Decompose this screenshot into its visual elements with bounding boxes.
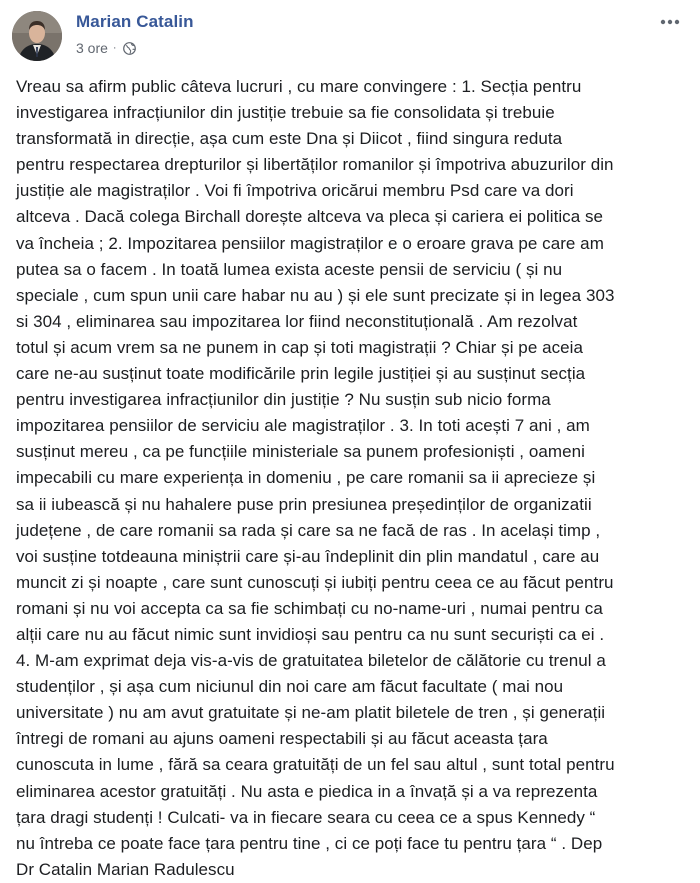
- post-text-line: universitate ) nu am avut gratuitate și ne-am platit biletele de tren , și generații: [16, 703, 606, 723]
- post-text-line: romani și nu voi accepta ca sa fie schimbați cu no-name-uri , numai pentru ca: [16, 598, 603, 618]
- post-meta: [76, 40, 136, 56]
- author-name[interactable]: Marian Catalin: [76, 12, 194, 31]
- post-text-line: speciale , cum spun unii care habar nu au ) și ele sunt precizate și in legea 303: [16, 285, 615, 305]
- post-text-line: pentru respectarea drepturilor și libertăților romanilor și împotriva abuzurilor din: [16, 155, 614, 175]
- post-text-line: si 304 , eliminarea sau impozitarea lor fiind neconstituțională . Am rezolvat: [16, 311, 578, 331]
- post-text-line: transformată in direcție, așa cum este Dna și Diicot , fiind singura reduta: [16, 129, 563, 149]
- post-text-line: 4. M-am exprimat deja vis-a-vis de gratuitatea biletelor de călătorie cu trenul a: [16, 651, 606, 671]
- post-text-line: nu întreba ce poate face țara pentru tine , ci ce poți face tu pentru țara “ . Dep: [16, 833, 603, 853]
- post-text-line: țara dragi studenți ! Culcati- va in fiecare seara cu ceea ce a spus Kennedy “: [16, 807, 596, 827]
- post-header: [0, 0, 700, 70]
- post-text-line: justiție ale magistraților . Voi fi împotriva oricărui membru Psd care va dori: [16, 181, 574, 201]
- post-text-line: pentru investigarea infracțiunilor din justiție ? Nu susțin sub nicio forma: [16, 390, 551, 410]
- post-text-line: altceva . Dacă colega Birchall dorește altceva va pleca și cariera ei politica se: [16, 207, 604, 227]
- post-text-line: sa ii iubească și nu hahalere puse prin presiunea președinților de organizatii: [16, 494, 592, 514]
- post-text-line: județene , de care romanii sa rada și care sa ne facă de ras . In același timp ,: [16, 520, 601, 540]
- meta-separator: ·: [112, 42, 117, 54]
- post-text-line: putea sa o facem . In toată lumea exista aceste pensii de serviciu ( și nu: [16, 259, 563, 279]
- post-timestamp[interactable]: 3 ore: [76, 40, 108, 56]
- post-text-line: muncit zi și noapte , care sunt cunoscuți și iubiți pentru ceea ce au făcut pentru: [16, 572, 614, 592]
- globe-icon[interactable]: [123, 42, 136, 55]
- post-text-line: cunoscuta in lume , fără sa ceara gratuități de un fel sau altul , sunt total pentru: [16, 755, 615, 775]
- post-text-line: care ne-au susținut toate modificările prin legile justiției și au susținut secția: [16, 364, 586, 384]
- post-text-line: susținut mereu , ca pe funcțiile ministeriale sa punem profesioniști , oameni: [16, 442, 585, 462]
- post-text-line: voi susține totdeauna miniștrii care și-au îndeplinit din plin mandatul , care au: [16, 546, 600, 566]
- post-text-line: studenților , și așa cum niciunul din noi care am făcut facultate ( mai nou: [16, 677, 564, 697]
- post-text-line: impecabili cu mare experiența in domeniu , pe care romanii sa ii aprecieze și: [16, 468, 596, 488]
- post-text-line: va încheia ; 2. Impozitarea pensiilor magistraților e o eroare grava pe care am: [16, 233, 604, 253]
- post-text-line: Dr Catalin Marian Radulescu: [16, 859, 235, 879]
- post-text-line: întregi de romani au ajuns oameni respectabili și au făcut aceasta țara: [16, 729, 548, 749]
- post-body: [16, 74, 692, 883]
- post-text-line: eliminarea acestor gratuități . Nu asta e piedica in a învață și a va reprezenta: [16, 781, 598, 801]
- profile-photo: [12, 11, 62, 61]
- author-avatar[interactable]: [12, 11, 62, 61]
- post-text-line: Vreau sa afirm public câteva lucruri , cu mare convingere : 1. Secția pentru: [16, 77, 582, 96]
- post-text-line: impozitarea pensiilor de serviciu ale magistraților . 3. In toti acești 7 ani , am: [16, 416, 590, 436]
- post-text-line: investigarea infracțiunilor din justiție trebuie sa fie consolidata și trebuie: [16, 103, 555, 123]
- more-horizontal-icon: [660, 19, 680, 25]
- more-options-button[interactable]: [658, 10, 682, 34]
- post-text-line: totul și acum vrem sa ne punem in cap și toti magistrații ? Chiar și pe aceia: [16, 337, 583, 357]
- post-text-line: alții care nu au făcut nimic sunt invidioși sau pentru ca nu sunt securiști ca ei .: [16, 624, 605, 644]
